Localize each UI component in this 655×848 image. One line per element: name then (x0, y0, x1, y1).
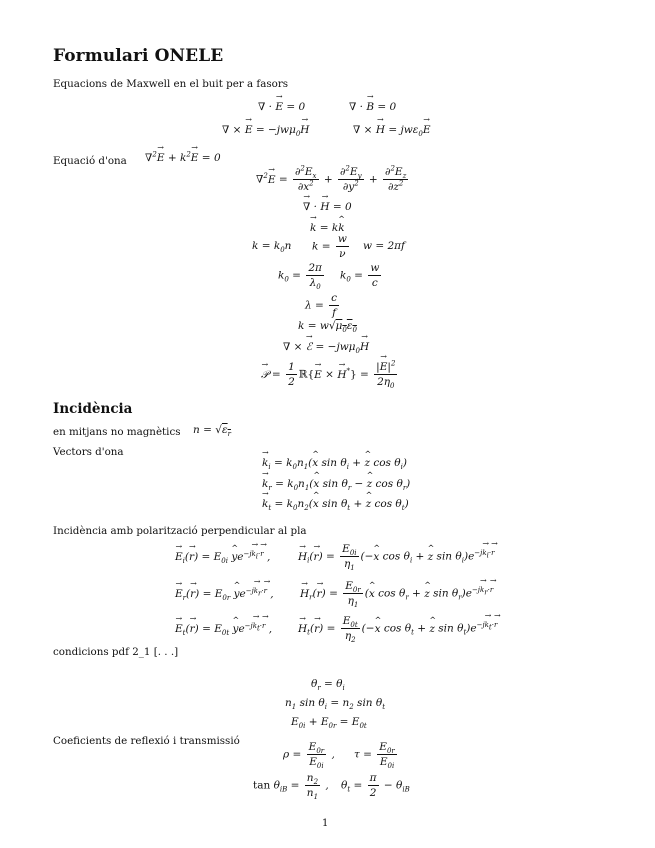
wave-equation-label: Equació d'ona (53, 155, 127, 167)
media-label: en mitjans no magnètics (53, 426, 181, 438)
equation-snell: $n_1$ $\sin \theta_i = n_2$ $\sin \theta_t$ (285, 697, 386, 712)
equation-theta-r: $\theta_r = \theta_i$ (311, 678, 345, 693)
section-heading-incidence: Incidència (53, 401, 133, 417)
equation-et: $E \to_t(r$ →) = $E_{0t}$ y $\^{}e^{-jk_t\cdot r}$ , (175, 623, 272, 635)
coefficients-label: Coeficients de reflexió i transmissió (53, 735, 240, 747)
equation-poynting: 𝒫 → = $\frac{1}{2}$ ℝ{E → × H →*} = $\frac{|E \to|^2}{2\eta_0}$ (261, 361, 399, 388)
conditions-label: condicions pdf 2_1 [. . .] (53, 646, 179, 658)
equation-boundary: $E_{0i} + E_{0r} = E_{0t}$ (291, 716, 367, 731)
equation-brewster: $\tan \theta_{iB}$ = $\frac{n_2}{n_1}$ , (253, 772, 329, 802)
equation-hr: $H \to_r(r$ →) = $\frac{E_{0r}}{\eta_1}$ (x ^ $\cos \theta_r + z$ ^ $\sin \theta_r)e^{-jk_r\cdot r}$ (300, 580, 493, 607)
equation-lambda: λ = $\frac{c}{f}$ (305, 292, 338, 320)
page-number: 1 (322, 818, 329, 829)
equation-k0-lambda: $k_0$ = $\frac{2\pi}{\lambda_0}$ (278, 262, 322, 292)
equation-curl-h: ∇ × H → = jwε$_0$E → (353, 124, 430, 136)
equation-k0-w-c: $k_0$ = $\frac{w}{c}$ (340, 262, 380, 290)
equation-curl-e: ∇ × E → = −jwμ$_0$H → (222, 124, 309, 136)
equation-k-k0n: $k = k_0n$ (252, 240, 292, 255)
equation-k-vector: k → = kk ^ (310, 222, 345, 234)
equation-laplacian: ∇$^2$E → = $\frac{\partial^2E_x}{\partial x^2}$ + $\frac{\partial^2E_y}{\partial y^2}$ + $\frac{\partial^2E_z}{\partial z^2}$ (256, 166, 410, 193)
equation-ht: $H \to_t(r$ →) = $\frac{E_{0t}}{\eta_2}$ (−x ^ $\cos \theta_t + z$ ^ $\sin \theta_t)e^{-jk_t\cdot r}$ (298, 615, 497, 642)
equation-div-e: ∇ · E → = 0 (258, 101, 305, 113)
equation-ki: $k \to_i = k_0n_1(x$ ^ $\sin \theta_i + z$ ^ $\cos \theta_i$) (262, 457, 407, 469)
perpendicular-polarization-label: Incidència amb polarització perpendicular al pla (53, 525, 307, 537)
equation-helmholtz: ∇$^2$E → + $k^2E$ → = 0 (145, 152, 221, 164)
equation-theta-t-brewster: $\theta_t$ = $\frac{\pi}{2}$ − $\theta_{iB}$ (341, 772, 410, 800)
equation-k-w-nu: k = $\frac{w}{\nu}$ (312, 233, 347, 261)
equation-w-2pif: w = 2πf (363, 240, 405, 252)
maxwell-intro-text: Equacions de Maxwell en el buit per a fasors (53, 78, 289, 90)
equation-div-h: ∇ → · H → = 0 (303, 201, 352, 213)
equation-hi: $H \to_i(r$ →) = $\frac{E_{0i}}{\eta_1}$ (−x ^ $\cos \theta_i + z$ ^ $\sin \theta_i)e^{-jk_i\cdot r}$ (298, 543, 494, 570)
equation-kr: $k \to_r = k_0n_1(x$ ^ $\sin \theta_r - z$ ^ $\cos \theta_r$) (262, 478, 410, 490)
equation-tau: τ = $\frac{E_{0r}}{E_{0i}}$ (354, 741, 395, 771)
wave-vectors-label: Vectors d'ona (53, 446, 124, 458)
equation-k-sqrt: $k = w√\mu_0\varepsilon_0$ (298, 320, 357, 335)
equation-n-sqrt-er: $n = √\varepsilon_r$ (193, 424, 231, 439)
equation-rho: ρ = $\frac{E_{0r}}{E_{0i}}$ , (283, 741, 335, 771)
page-title: Formulari ONELE (53, 46, 224, 66)
equation-curl-e-time: ∇ × ℰ → = −jwμ$_0$H → (283, 341, 369, 353)
equation-kt: $k \to_t = k_0n_2(x$ ^ $\sin \theta_t + z$ ^ $\cos \theta_t$) (262, 498, 409, 510)
equation-ei: $E \to_i(r$ →) = $E_{0i}$ y $\^{}e^{-jk_i\cdot r}$ , (175, 551, 270, 563)
equation-er: $E \to_r(r$ →) = $E_{0r}$ y $\^{}e^{-jk_r\cdot r}$ , (175, 588, 274, 600)
equation-div-b: ∇ · B → = 0 (349, 101, 396, 113)
